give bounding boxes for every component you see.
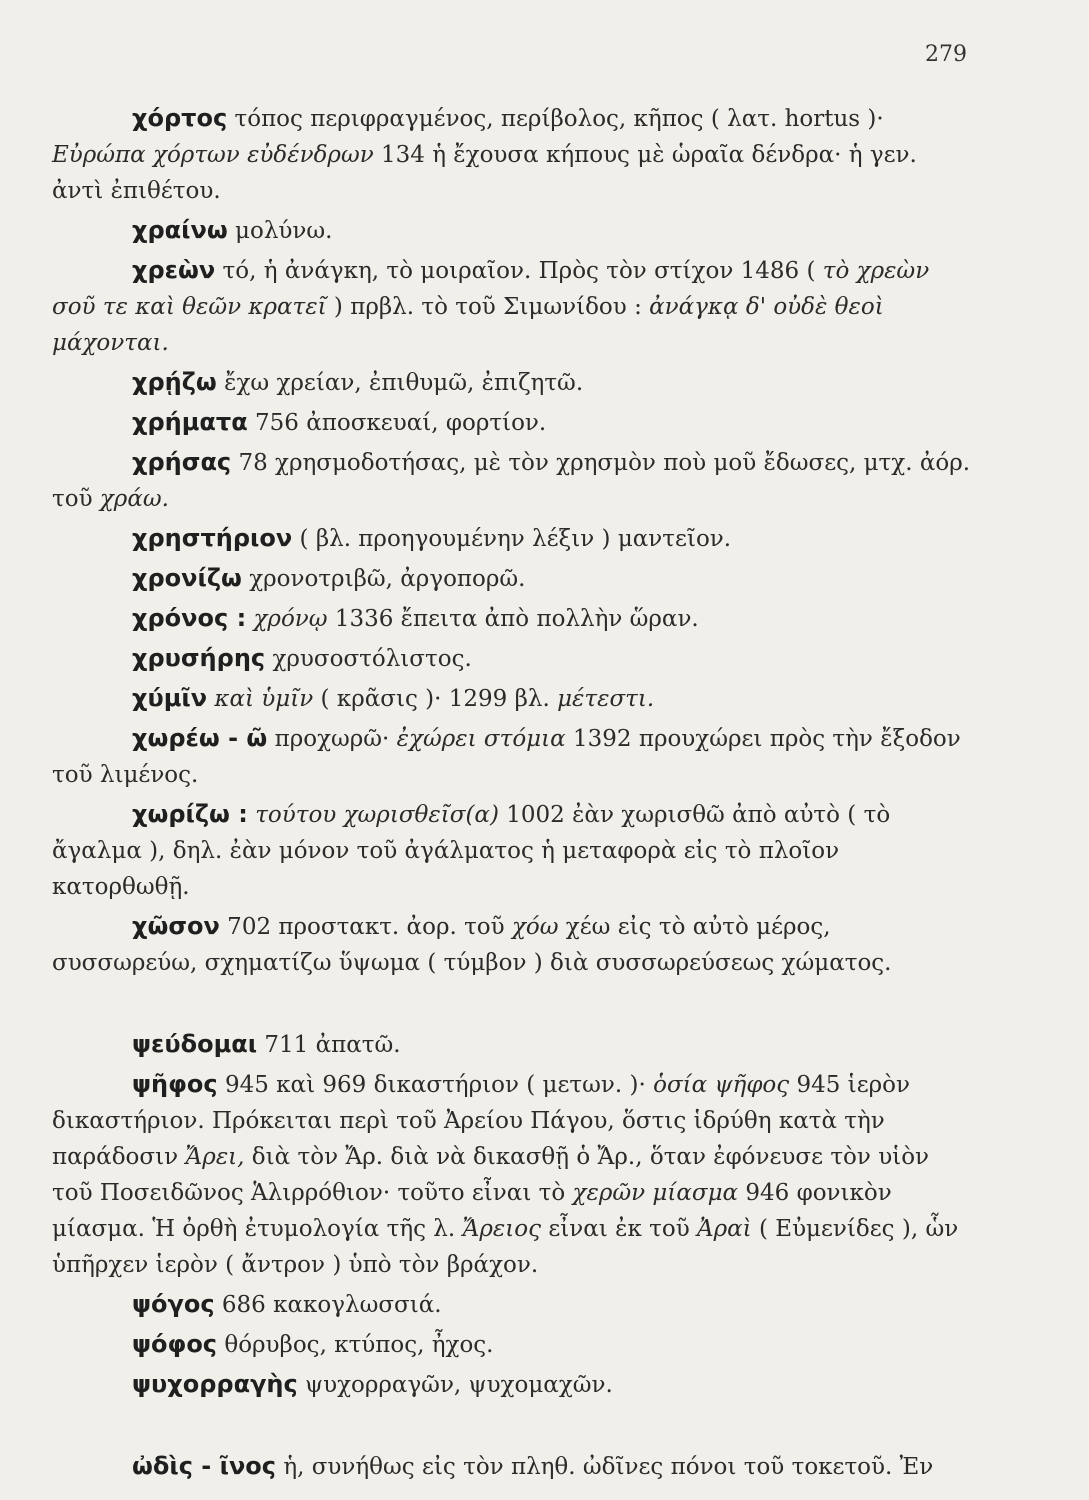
entry: [52, 1448, 972, 1485]
entry-lemma: χωρέω - ῶ: [132, 724, 268, 752]
entry-lemma: ψῆφος: [132, 1070, 218, 1098]
entry-text: θόρυβος, κτύπος, ἦχος.: [217, 1332, 494, 1358]
entry: [52, 1366, 972, 1403]
entry-text: διὰ τὸν Ἄρ. διὰ νὰ δικασθῇ ὁ Ἄρ., ὅταν ἐφόνευσε τὸν υἱὸν τοῦ Ποσειδῶνος Ἁλιρρόθιον· τοῦτο εἶναι τὸ: [52, 1144, 930, 1206]
entry: [52, 520, 972, 557]
entry-text: χρυσοστόλιστος.: [265, 646, 472, 672]
entry-text: ἔχω χρείαν, ἐπιθυμῶ, ἐπιζητῶ.: [216, 370, 584, 396]
entry: [52, 600, 972, 637]
entry-text: 686 κακογλωσσιά.: [214, 1292, 442, 1318]
entry-lemma: χρονίζω: [132, 564, 242, 592]
entry-text: 1392 προυχώρει πρὸς τὴν ἔξοδον τοῦ λιμένος.: [52, 726, 961, 788]
dictionary-entries: [52, 100, 972, 1488]
entry-lemma: χόρτος: [132, 104, 228, 132]
entry-text: ψυχορραγῶν, ψυχομαχῶν.: [297, 1372, 613, 1398]
entry-lemma: χραίνω: [132, 216, 228, 244]
entry-text: μολύνω.: [227, 218, 333, 244]
entry: [52, 364, 972, 401]
entry: [52, 252, 972, 361]
entry-text: χρονοτριβῶ, ἀργοπορῶ.: [241, 566, 526, 592]
entry-text: 946 φονικὸν μίασμα. Ἡ ὀρθὴ ἐτυμολογία τῆς λ.: [52, 1180, 892, 1242]
entry-quote: χόω: [511, 914, 559, 940]
entry-lemma: χρόνος :: [132, 604, 247, 632]
entry-quote: καὶ ὑμῖν: [214, 686, 314, 712]
section-gap: [52, 1406, 972, 1448]
entry-text: ( βλ. προηγουμένην λέξιν ) μαντεῖον.: [292, 526, 732, 552]
entry-text: 134 ἡ ἔχουσα κήπους μὲ ὡραῖα δένδρα· ἡ γεν. ἀντὶ ἐπιθέτου.: [52, 142, 917, 204]
section-gap: [52, 984, 972, 1026]
entry: [52, 560, 972, 597]
entry: [52, 680, 972, 717]
entry: [52, 1286, 972, 1323]
entry-text: τόπος περιφραγμένος, περίβολος, κῆπος ( λατ. hortus )·: [227, 106, 884, 132]
entry-lemma: χρήσας: [132, 448, 232, 476]
entry-quote: Ἄρει,: [185, 1144, 245, 1170]
entry-text: τό, ἡ ἀνάγκη, τὸ μοιραῖον. Πρὸς τὸν στίχον 1486 (: [215, 258, 823, 284]
entry-quote: μέτεστι.: [557, 686, 655, 712]
entry-quote: Ἀραὶ: [697, 1216, 752, 1242]
entry: [52, 1066, 972, 1283]
entry-quote: ἐχώρει στόμια: [396, 726, 566, 752]
entry-text: ( κρᾶσις )· 1299 βλ.: [313, 686, 558, 712]
entry-text: ) πρβλ. τὸ τοῦ Σιμωνίδου :: [326, 294, 650, 320]
entry-text: προχωρῶ·: [267, 726, 397, 752]
entry-quote: χράω.: [99, 486, 169, 512]
entry: [52, 404, 972, 441]
entry-text: 945 καὶ 969 δικαστήριον ( μετων. )·: [217, 1072, 654, 1098]
entry-quote: Ἄρειος: [462, 1216, 542, 1242]
entry-quote: ἀνάγκᾳ δ' οὐδὲ θεοὶ μάχονται.: [52, 294, 884, 356]
entry-lemma: ὠδὶς - ῖνος: [132, 1452, 277, 1480]
entry-text: 702 προστακτ. ἀορ. τοῦ: [219, 914, 512, 940]
entry-lemma: χωρίζω :: [132, 800, 248, 828]
entry-quote: χερῶν μίασμα: [572, 1180, 739, 1206]
entry-quote: ὁσία ψῆφος: [653, 1072, 790, 1098]
entry-text: 78 χρησμοδοτήσας, μὲ τὸν χρησμὸν ποὺ μοῦ ἔδωσες, μτχ. ἀόρ. τοῦ: [52, 450, 971, 512]
entry-text: 756 ἀποσκευαί, φορτίον.: [247, 410, 547, 436]
entry-lemma: χρεὼν: [132, 256, 216, 284]
entry-quote: τὸ χρεὼν σοῦ τε καὶ θεῶν κρατεῖ: [52, 258, 930, 320]
entry: [52, 640, 972, 677]
entry: [52, 1026, 972, 1063]
entry-lemma: ψόγος: [132, 1290, 215, 1318]
entry-quote: χρόνῳ: [253, 606, 328, 632]
entry: [52, 100, 972, 209]
entry-text: 945 ἱερὸν δικαστήριον. Πρόκειται περὶ τοῦ Ἀρείου Πάγου, ὅστις ἱδρύθη κατὰ τὴν παράδοσιν: [52, 1072, 910, 1170]
entry-text: 1336 ἔπειτα ἀπὸ πολλὴν ὥραν.: [327, 606, 699, 632]
entry-text: 711 ἀπατῶ.: [257, 1032, 401, 1058]
entry-text: χέω εἰς τὸ αὐτὸ μέρος, συσσωρεύω, σχηματίζω ὕψωμα ( τύμβον ) διὰ συσσωρεύσεως χώματος.: [52, 914, 892, 976]
entry: [52, 796, 972, 905]
entry-quote: Εὐρώπα χόρτων εὐδένδρων: [52, 142, 374, 168]
entry-lemma: χῶσον: [132, 912, 220, 940]
entry-text: 1002 ἐὰν χωρισθῶ ἀπὸ αὐτὸ ( τὸ ἄγαλμα ), δηλ. ἐὰν μόνον τοῦ ἀγάλματος ἡ μεταφορὰ εἰς τὸ πλοῖον κατορθωθῇ.: [52, 802, 891, 900]
entry-lemma: χρήματα: [132, 408, 248, 436]
page-number: 279: [925, 42, 967, 67]
entry-quote: τούτου χωρισθεῖσ(α): [255, 802, 499, 828]
entry-text: ἡ, συνήθως εἰς τὸν πληθ. ὠδῖνες πόνοι τοῦ τοκετοῦ. Ἐν: [276, 1454, 934, 1480]
entry: [52, 720, 972, 793]
entry-text: εἶναι ἐκ τοῦ: [541, 1216, 697, 1242]
entry-lemma: ψεύδομαι: [132, 1030, 258, 1058]
entry-lemma: χρυσήρης: [132, 644, 266, 672]
entry: [52, 908, 972, 981]
entry-lemma: χύμῖν: [132, 684, 208, 712]
entry: [52, 212, 972, 249]
entry: [52, 444, 972, 517]
entry-lemma: ψυχορραγὴς: [132, 1370, 298, 1398]
entry-text: ( Εὐμενίδες ), ὧν ὑπῆρχεν ἱερὸν ( ἄντρον ) ὑπὸ τὸν βράχον.: [52, 1216, 959, 1278]
entry-lemma: χρῄζω: [132, 368, 217, 396]
entry-lemma: ψόφος: [132, 1330, 218, 1358]
entry-lemma: χρηστήριον: [132, 524, 293, 552]
entry: [52, 1326, 972, 1363]
